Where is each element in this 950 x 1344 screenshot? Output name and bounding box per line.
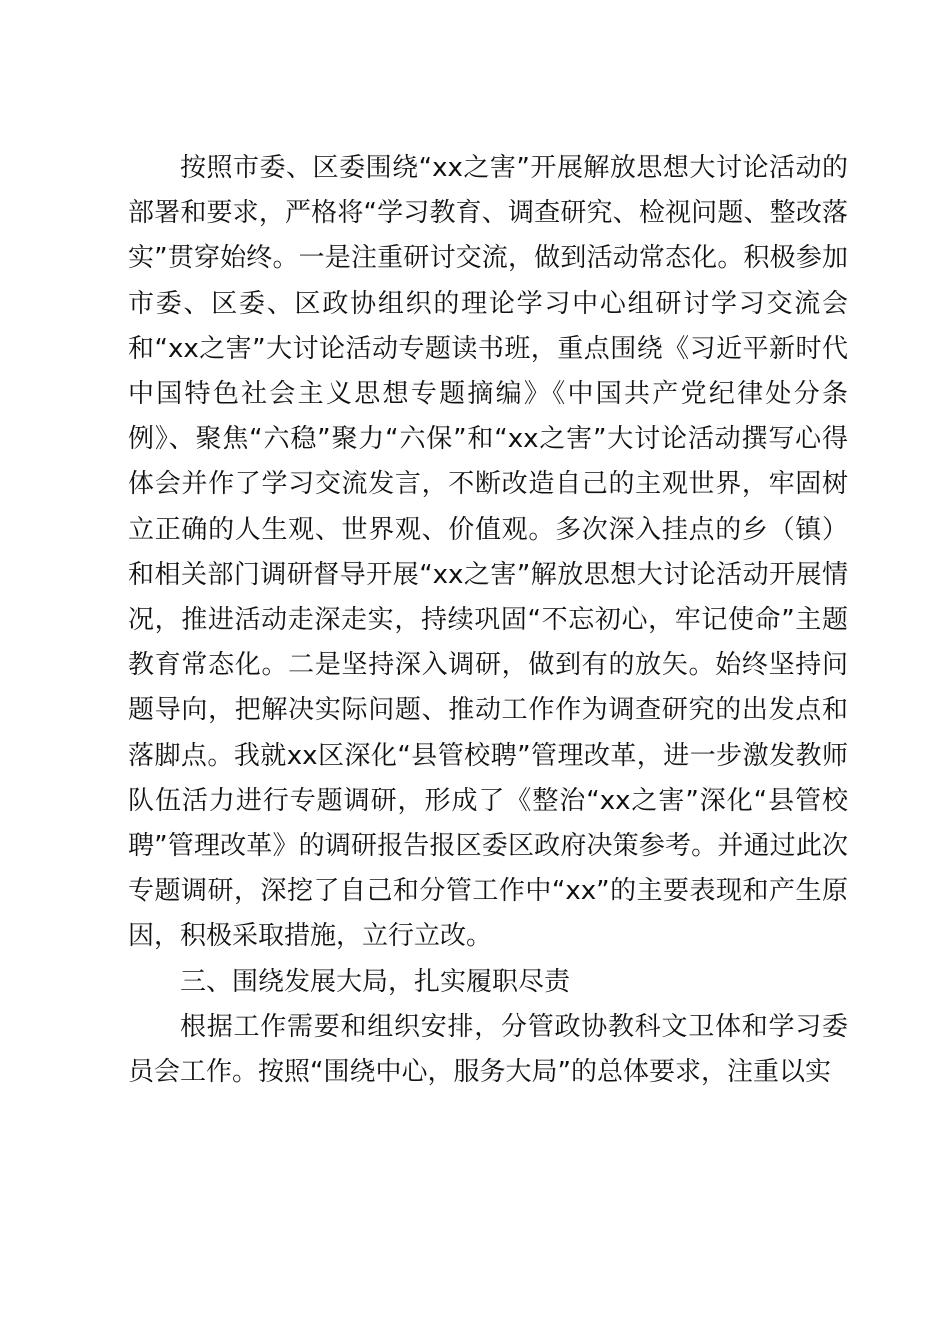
paragraph-study-education: 按照市委、区委围绕“xx之害”开展解放思想大讨论活动的部署和要求，严格将“学习教育、调查研究、检视问题、整改落实”贯穿始终。一是注重研讨交流，做到活动常态化。积极参加市委、区委、区政协组织的理论学习中心组研讨学习交流会和“xx之害”大讨论活动专题读书班，重点围绕《习近平新时代中国特色社会主义思想专题摘编》《中国共产党纪律处分条例》、聚焦“六稳”聚力“六保”和“xx之害”大讨论活动撰写心得体会并作了学习交流发言，不断改造自己的主观世界，牢固树立正确的人生观、世界观、价值观。多次深入挂点的乡（镇）和相关部门调研督导开展“xx之害”解放思想大讨论活动开展情况，推进活动走深走实，持续巩固“不忘初心，牢记使命”主题教育常态化。二是坚持深入调研，做到有的放矢。始终坚持问题导向，把解决实际问题、推动工作作为调查研究的出发点和落脚点。我就xx区深化“县管校聘”管理改革，进一步激发教师队伍活力进行专题调研，形成了《整治“xx之害”深化“县管校聘”管理改革》的调研报告报区委区政府决策参考。并通过此次专题调研，深挖了自己和分管工作中“xx”的主要表现和产生原因，积极采取措施，立行立改。 bbox=[128, 153, 848, 952]
document-body bbox=[128, 146, 848, 1095]
paragraph-work-arrangement: 根据工作需要和组织安排，分管政协教科文卫体和学习委员会工作。按照“围绕中心，服务大局”的总体要求，注重以实 bbox=[128, 1011, 848, 1088]
section-heading-development: 三、围绕发展大局，扎实履职尽责 bbox=[180, 966, 571, 997]
